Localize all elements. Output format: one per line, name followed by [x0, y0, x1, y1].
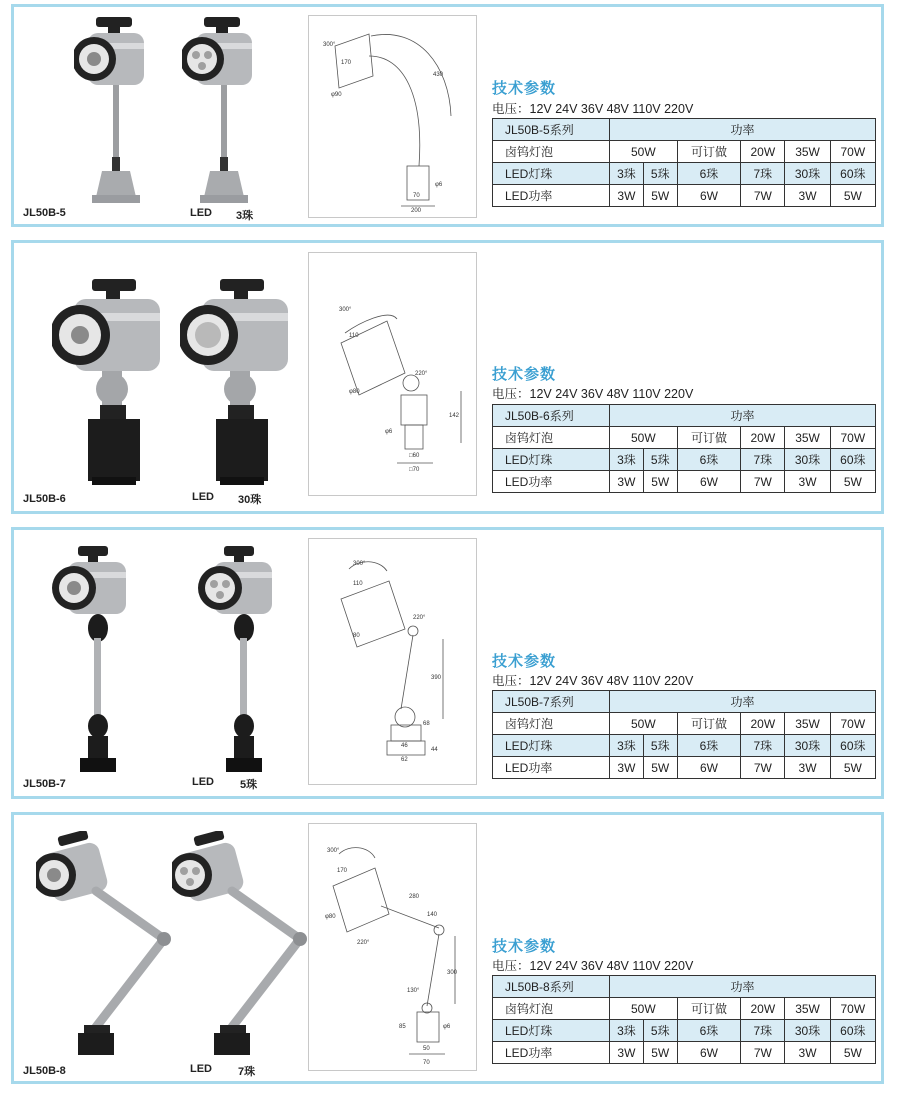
dim-label: 300°	[323, 42, 336, 48]
model-label: JL50B-8	[23, 1065, 66, 1077]
product-photo-area	[22, 13, 312, 218]
dim-label: 200	[411, 208, 422, 214]
dim-label: 140	[427, 912, 438, 918]
table-row	[493, 427, 876, 449]
table-cell: 70W	[830, 998, 875, 1020]
row-label: LED灯珠	[493, 163, 610, 185]
gooseneck-lamp-led-image	[182, 17, 262, 207]
table-cell: 50W	[610, 141, 678, 163]
table-cell: 可订做	[677, 427, 741, 449]
dim-label: 46	[401, 743, 408, 749]
dim-label: 300	[447, 970, 458, 976]
table-cell: 5W	[643, 471, 677, 493]
dim-label: φ6	[443, 1024, 451, 1030]
table-cell: 3珠	[610, 163, 644, 185]
rod-lamp-halogen-image	[52, 546, 132, 776]
led-caption: LED	[192, 491, 214, 503]
table-cell: 5W	[830, 185, 875, 207]
table-header-row	[493, 405, 876, 427]
table-cell: 3珠	[610, 735, 644, 757]
dim-label: φ6	[385, 429, 393, 435]
dim-label: φ80	[325, 914, 336, 920]
dim-label: □70	[409, 467, 420, 473]
table-cell: 5珠	[643, 1020, 677, 1042]
table-cell: 60珠	[830, 449, 875, 471]
row-label: 卤钨灯泡	[493, 713, 610, 735]
table-cell: 6W	[677, 185, 741, 207]
table-cell: 3W	[785, 471, 830, 493]
dimension-drawing	[308, 538, 477, 785]
series-cell: JL50B-6系列	[493, 405, 610, 427]
table-cell: 可订做	[677, 141, 741, 163]
table-cell: 70W	[830, 713, 875, 735]
table-cell: 6珠	[677, 163, 741, 185]
dimension-drawing	[308, 823, 477, 1071]
spec-title: 技术参数	[492, 653, 557, 670]
table-cell: 50W	[610, 713, 678, 735]
series-cell: JL50B-5系列	[493, 119, 610, 141]
table-row	[493, 998, 876, 1020]
table-row	[493, 449, 876, 471]
table-cell: 7珠	[741, 1020, 785, 1042]
table-cell: 5珠	[643, 735, 677, 757]
dim-label: φ80	[349, 389, 360, 395]
led-count-caption: 7珠	[238, 1066, 256, 1078]
table-header-row	[493, 691, 876, 713]
table-cell: 20W	[741, 141, 785, 163]
led-count-caption: 30珠	[238, 494, 262, 506]
table-cell: 20W	[741, 427, 785, 449]
spec-title: 技术参数	[492, 366, 557, 383]
table-row	[493, 1020, 876, 1042]
dim-label: □60	[409, 453, 420, 459]
product-photo-area	[22, 249, 312, 505]
voltage-line: 电压：12V 24V 36V 48V 110V 220V	[492, 102, 694, 116]
row-label: 卤钨灯泡	[493, 998, 610, 1020]
spec-title: 技术参数	[492, 938, 557, 955]
table-cell: 6珠	[677, 1020, 741, 1042]
row-label: LED功率	[493, 757, 610, 779]
short-arm-lamp-halogen-image	[52, 279, 162, 489]
spec-table	[492, 404, 876, 493]
table-row	[493, 757, 876, 779]
series-cell: JL50B-8系列	[493, 976, 610, 998]
table-cell: 35W	[785, 427, 830, 449]
table-cell: 70W	[830, 427, 875, 449]
table-cell: 7珠	[741, 449, 785, 471]
table-cell: 6珠	[677, 735, 741, 757]
table-cell: 50W	[610, 998, 678, 1020]
power-header-cell: 功率	[610, 976, 876, 998]
row-label: LED功率	[493, 185, 610, 207]
spec-title: 技术参数	[492, 80, 557, 97]
dim-label: φ6	[435, 182, 443, 188]
dim-label: 170	[341, 60, 352, 66]
dim-label: 300°	[327, 848, 340, 854]
dim-label: 70	[413, 193, 420, 199]
table-row	[493, 713, 876, 735]
model-label: JL50B-5	[23, 207, 66, 219]
spec-table	[492, 118, 876, 207]
table-cell: 35W	[785, 713, 830, 735]
table-cell: 60珠	[830, 1020, 875, 1042]
led-caption: LED	[192, 776, 214, 788]
table-cell: 5W	[830, 757, 875, 779]
table-cell: 7W	[741, 185, 785, 207]
dim-label: 142	[449, 413, 460, 419]
dimension-drawing	[308, 252, 477, 496]
table-row	[493, 735, 876, 757]
table-row	[493, 163, 876, 185]
table-row	[493, 471, 876, 493]
table-cell: 3W	[785, 1042, 830, 1064]
voltage-line: 电压：12V 24V 36V 48V 110V 220V	[492, 959, 694, 973]
power-header-cell: 功率	[610, 405, 876, 427]
row-label: LED灯珠	[493, 449, 610, 471]
row-label: LED灯珠	[493, 735, 610, 757]
power-header-cell: 功率	[610, 119, 876, 141]
folding-arm-lamp-led-image	[172, 831, 312, 1061]
product-panel-jl50b-6	[11, 240, 884, 514]
table-cell: 7W	[741, 471, 785, 493]
row-label: LED灯珠	[493, 1020, 610, 1042]
table-cell: 70W	[830, 141, 875, 163]
table-cell: 30珠	[785, 1020, 830, 1042]
table-cell: 60珠	[830, 163, 875, 185]
model-label: JL50B-7	[23, 778, 66, 790]
table-cell: 可订做	[677, 998, 741, 1020]
product-photo-area	[22, 536, 312, 790]
dim-label: 62	[401, 757, 408, 763]
table-cell: 20W	[741, 713, 785, 735]
led-count-caption: 5珠	[240, 779, 258, 791]
table-cell: 3W	[610, 471, 644, 493]
product-panel-jl50b-8	[11, 812, 884, 1084]
product-panel-jl50b-5	[11, 4, 884, 227]
table-cell: 5W	[830, 1042, 875, 1064]
table-cell: 3W	[610, 757, 644, 779]
table-cell: 5珠	[643, 163, 677, 185]
table-cell: 7珠	[741, 163, 785, 185]
dim-label: 85	[399, 1024, 406, 1030]
dim-label: 68	[423, 721, 430, 727]
dim-label: 300°	[339, 307, 352, 313]
row-label: 卤钨灯泡	[493, 141, 610, 163]
table-cell: 3W	[610, 1042, 644, 1064]
voltage-line: 电压：12V 24V 36V 48V 110V 220V	[492, 387, 694, 401]
table-cell: 5W	[643, 185, 677, 207]
table-cell: 30珠	[785, 449, 830, 471]
folding-arm-lamp-halogen-image	[36, 831, 176, 1061]
row-label: LED功率	[493, 1042, 610, 1064]
product-panel-jl50b-7	[11, 527, 884, 799]
dim-label: 44	[431, 747, 438, 753]
dim-label: 220°	[413, 615, 426, 621]
gooseneck-lamp-halogen-image	[74, 17, 154, 207]
table-row	[493, 185, 876, 207]
table-cell: 3W	[785, 757, 830, 779]
short-arm-lamp-led-image	[180, 279, 290, 489]
table-cell: 20W	[741, 998, 785, 1020]
spec-table	[492, 690, 876, 779]
dim-label: 50	[423, 1046, 430, 1052]
dim-label: 300°	[353, 561, 366, 567]
product-photo-area	[22, 821, 312, 1075]
rod-lamp-led-image	[198, 546, 278, 776]
dim-label: 390	[431, 675, 442, 681]
table-cell: 7珠	[741, 735, 785, 757]
table-row	[493, 141, 876, 163]
table-cell: 35W	[785, 141, 830, 163]
table-cell: 50W	[610, 427, 678, 449]
dim-label: φ90	[331, 92, 342, 98]
table-cell: 3珠	[610, 1020, 644, 1042]
table-cell: 5W	[643, 1042, 677, 1064]
row-label: 卤钨灯泡	[493, 427, 610, 449]
dim-label: 70	[423, 1060, 430, 1066]
dim-label: 110	[353, 581, 363, 587]
table-cell: 7W	[741, 1042, 785, 1064]
dim-label: 110	[349, 333, 359, 339]
model-label: JL50B-6	[23, 493, 66, 505]
row-label: LED功率	[493, 471, 610, 493]
dim-label: 220°	[357, 940, 370, 946]
table-header-row	[493, 119, 876, 141]
table-cell: 3W	[785, 185, 830, 207]
table-row	[493, 1042, 876, 1064]
table-cell: 6W	[677, 757, 741, 779]
table-cell: 3W	[610, 185, 644, 207]
series-cell: JL50B-7系列	[493, 691, 610, 713]
table-cell: 可订做	[677, 713, 741, 735]
dim-label: 430	[433, 72, 444, 78]
table-cell: 35W	[785, 998, 830, 1020]
dim-label: 130°	[407, 988, 420, 994]
table-cell: 3珠	[610, 449, 644, 471]
table-cell: 30珠	[785, 735, 830, 757]
table-cell: 5W	[643, 757, 677, 779]
voltage-line: 电压：12V 24V 36V 48V 110V 220V	[492, 674, 694, 688]
table-cell: 30珠	[785, 163, 830, 185]
table-cell: 60珠	[830, 735, 875, 757]
table-cell: 7W	[741, 757, 785, 779]
dim-label: 80	[353, 633, 360, 639]
dim-label: 220°	[415, 371, 428, 377]
led-count-caption: 3珠	[236, 210, 254, 222]
dimension-drawing	[308, 15, 477, 218]
dim-label: 170	[337, 868, 348, 874]
table-header-row	[493, 976, 876, 998]
spec-table	[492, 975, 876, 1064]
table-cell: 6W	[677, 471, 741, 493]
dim-label: 280	[409, 894, 420, 900]
table-cell: 5W	[830, 471, 875, 493]
table-cell: 6珠	[677, 449, 741, 471]
led-caption: LED	[190, 1063, 212, 1075]
power-header-cell: 功率	[610, 691, 876, 713]
table-cell: 6W	[677, 1042, 741, 1064]
led-caption: LED	[190, 207, 212, 219]
table-cell: 5珠	[643, 449, 677, 471]
